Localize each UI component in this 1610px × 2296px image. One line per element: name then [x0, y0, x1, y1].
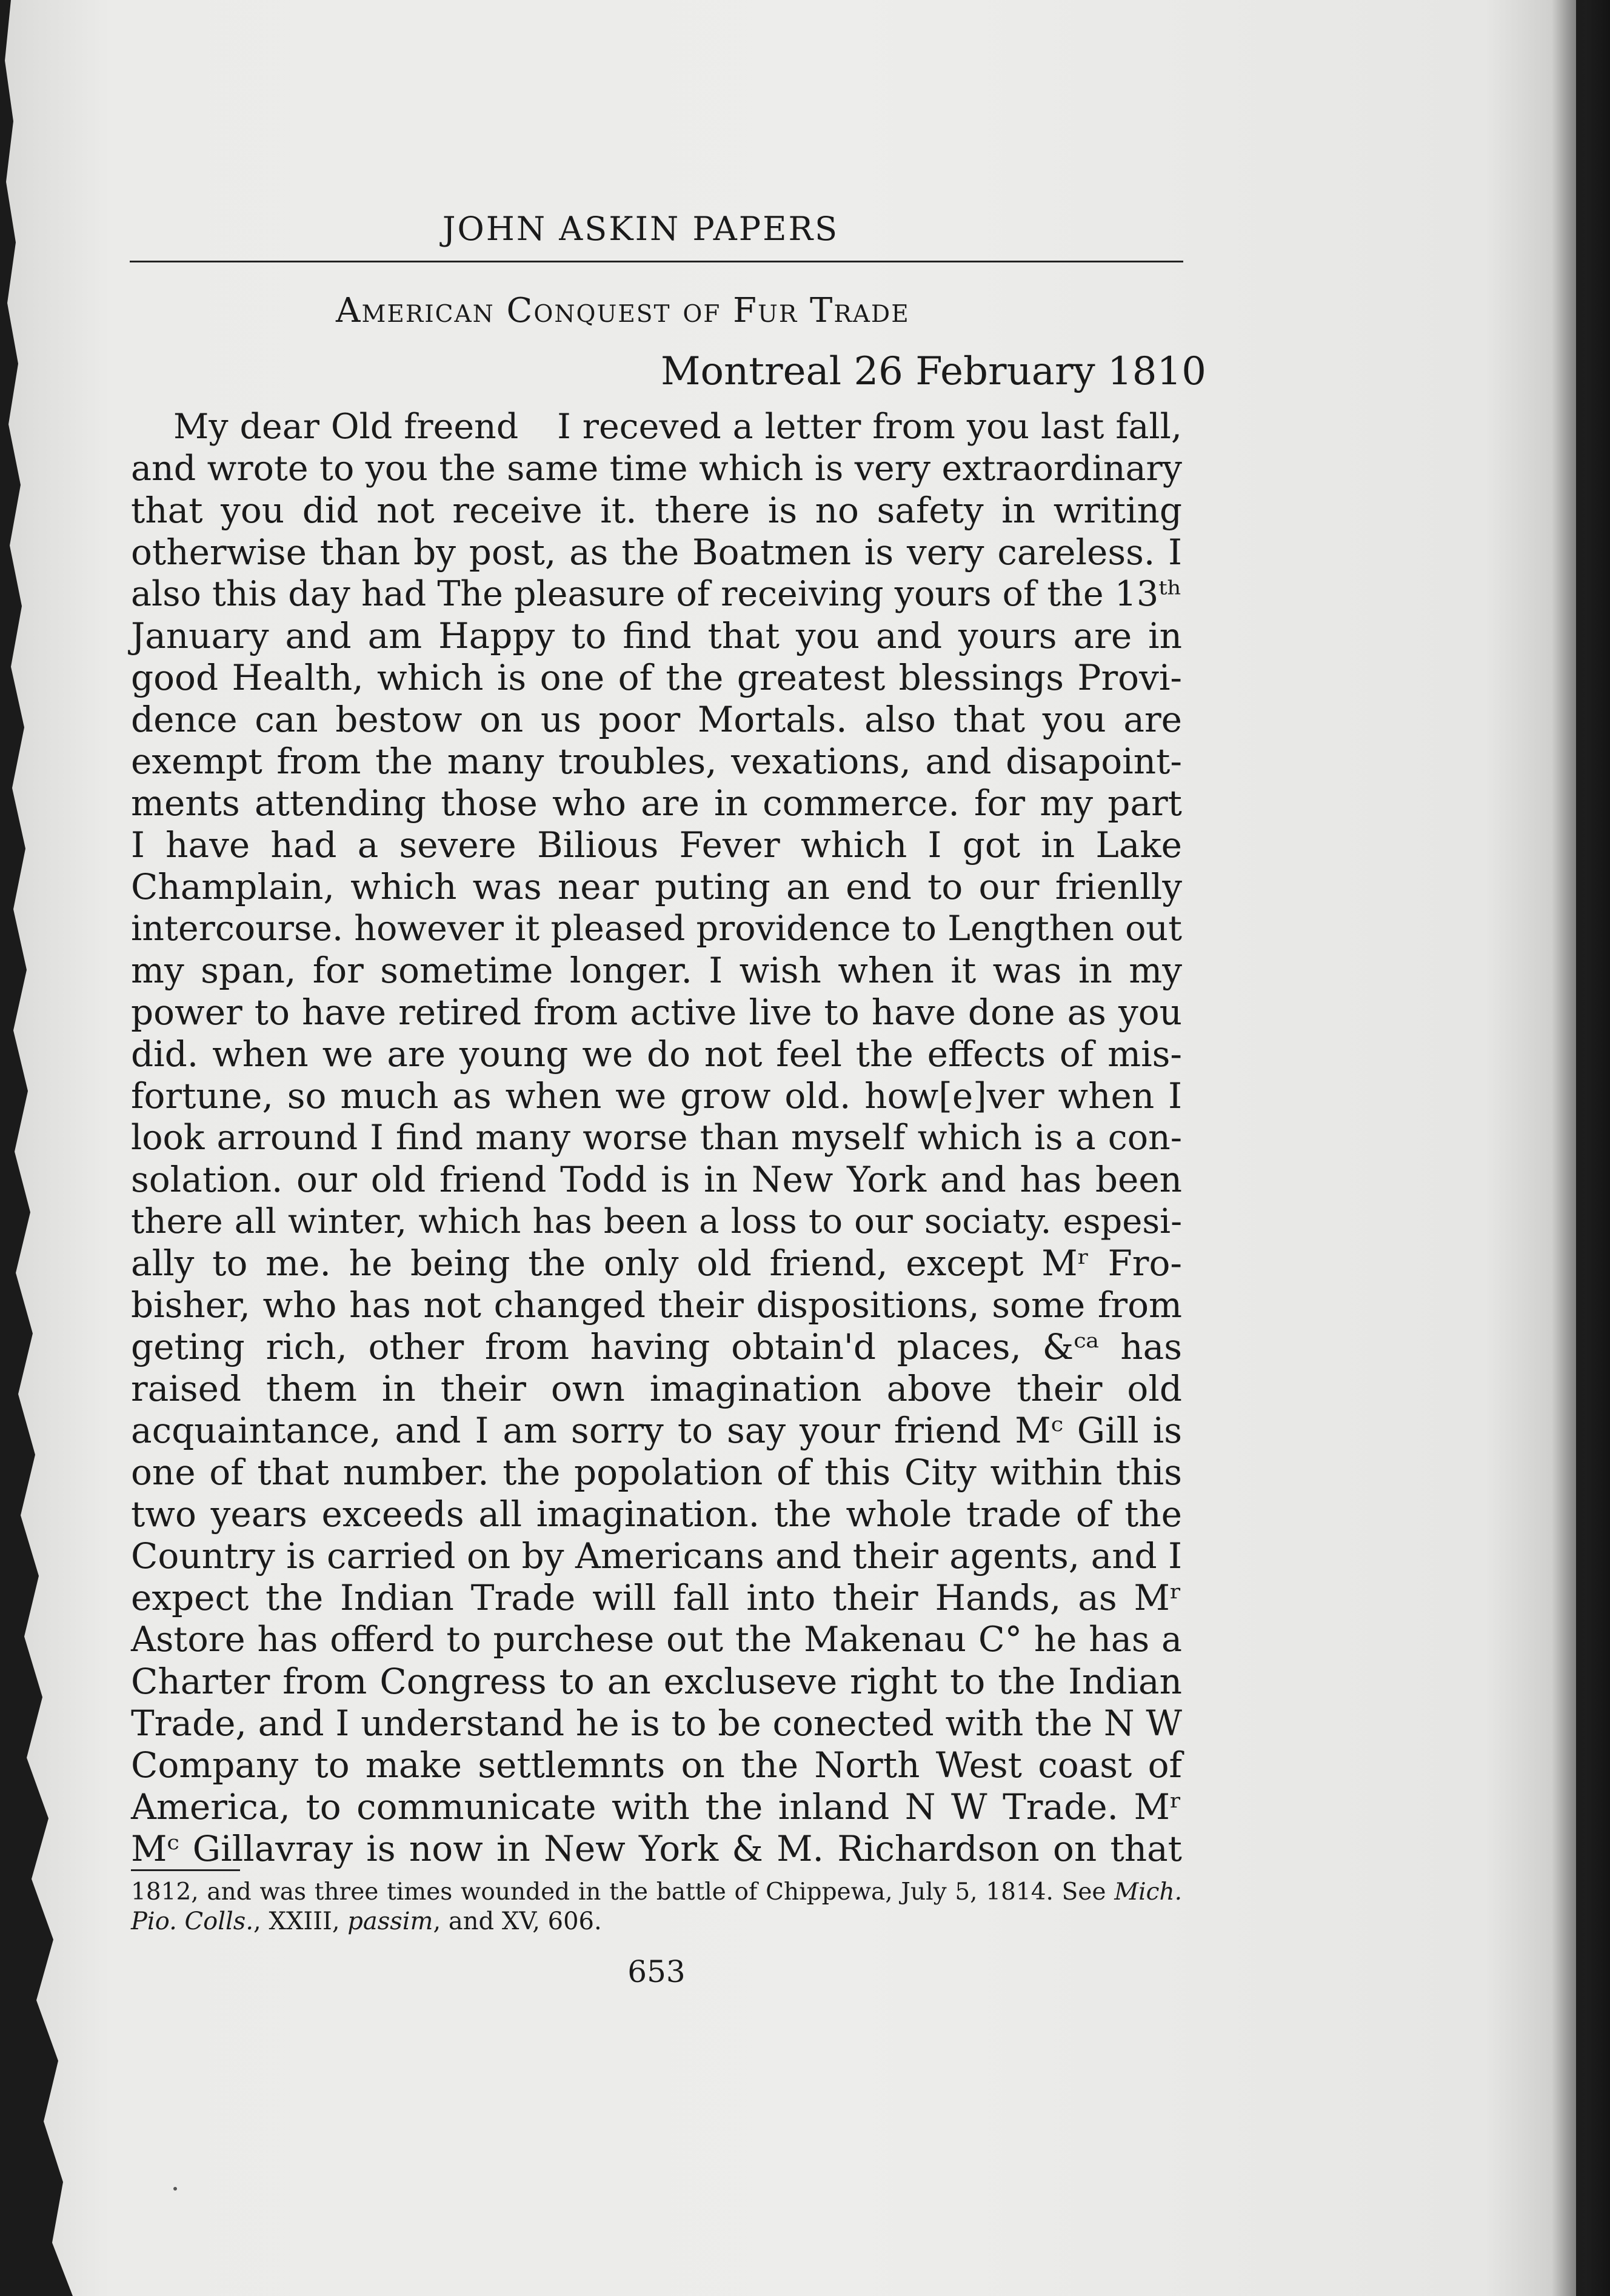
body-line: power to have retired from active live to have done as you	[131, 992, 1182, 1033]
body-line: Champlain, which was near puting an end to our frienlly	[131, 866, 1182, 907]
body-line: raised them in their own imagination above their old	[131, 1368, 1182, 1409]
paper-speck	[173, 2187, 177, 2191]
body-line: bisher, who has not changed their dispositions, some from	[131, 1284, 1182, 1326]
body-line: and wrote to you the same time which is very extraordinary	[131, 449, 1182, 489]
page-number: 653	[627, 1954, 686, 1989]
running-head: JOHN ASKIN PAPERS	[442, 210, 840, 248]
body-line: expect the Indian Trade will fall into their Hands, as Mʳ	[131, 1577, 1182, 1618]
body-line: Mᶜ Gillavray is now in New York & M. Richardson on that	[131, 1828, 1182, 1869]
body-line: fortune, so much as when we grow old. how[e]ver when I	[131, 1075, 1182, 1116]
body-line: there all winter, which has been a loss to our sociaty. espesi-	[131, 1202, 1182, 1241]
body-line: America, to communicate with the inland N W Trade. Mʳ	[131, 1786, 1182, 1827]
body-line: geting rich, other from having obtain'd places, &ᶜᵃ has	[131, 1326, 1182, 1367]
body-line: Country is carried on by Americans and their agents, and I	[131, 1535, 1183, 1577]
letter-body	[131, 406, 1182, 1870]
body-line: good Health, which is one of the greatest blessings Provi-	[131, 657, 1182, 698]
header-rule	[130, 261, 1183, 262]
body-line: otherwise than by post, as the Boatmen is very careless. I	[131, 532, 1182, 573]
body-line: solation. our old friend Todd is in New York and has been	[131, 1159, 1182, 1200]
body-line: that you did not receive it. there is no safety in writing	[131, 490, 1182, 531]
body-line: look arround I find many worse than myself which is a con-	[131, 1118, 1182, 1158]
body-line: my span, for sometime longer. I wish when it was in my	[131, 950, 1182, 991]
body-line: Charter from Congress to an excluseve right to the Indian	[131, 1661, 1182, 1702]
body-line: two years exceeds all imagination. the whole trade of the	[131, 1493, 1182, 1535]
body-line: I have had a severe Bilious Fever which I got in Lake	[131, 824, 1182, 866]
body-line: My dear Old freend I receved a letter from you last fall,	[173, 407, 1183, 447]
body-line: dence can bestow on us poor Mortals. also that you are	[131, 699, 1182, 740]
body-line: Company to make settlemnts on the North West coast of	[131, 1744, 1182, 1786]
body-line: did. when we are young we do not feel the effects of mis-	[131, 1033, 1182, 1075]
body-line: acquaintance, and I am sorry to say your friend Mᶜ Gill is	[131, 1410, 1182, 1451]
body-line: January and am Happy to find that you and yours are in	[131, 615, 1182, 656]
body-line: also this day had The pleasure of receiving yours of the 13ᵗʰ	[131, 574, 1182, 614]
body-line: exempt from the many troubles, vexations, and disapoint-	[131, 741, 1182, 782]
footnote-rule	[131, 1869, 240, 1871]
binding-shadow	[1552, 0, 1610, 2296]
footnote-line: 1812, and was three times wounded in the battle of Chippewa, July 5, 1814. See Mich.	[131, 1878, 1182, 1906]
body-line: Trade, and I understand he is to be conected with the N W	[131, 1703, 1182, 1744]
footnote-line: Pio. Colls., XXIII, passim, and XV, 606.	[131, 1907, 602, 1935]
section-title: American Conquest of Fur Trade	[336, 291, 910, 330]
body-line: intercourse. however it pleased providence to Lengthen out	[131, 909, 1182, 949]
footnote	[131, 1878, 1182, 1936]
body-line: one of that number. the popolation of this City within this	[131, 1452, 1182, 1493]
salutation: My dear Old freend	[173, 407, 519, 447]
body-line: Astore has offerd to purchese out the Makenau C° he has a	[131, 1620, 1182, 1660]
body-line: ally to me. he being the only old friend, except Mʳ Fro-	[131, 1243, 1182, 1284]
body-line: ments attending those who are in commerce. for my part	[131, 783, 1182, 824]
letter-dateline: Montreal 26 February 1810	[661, 349, 1206, 394]
